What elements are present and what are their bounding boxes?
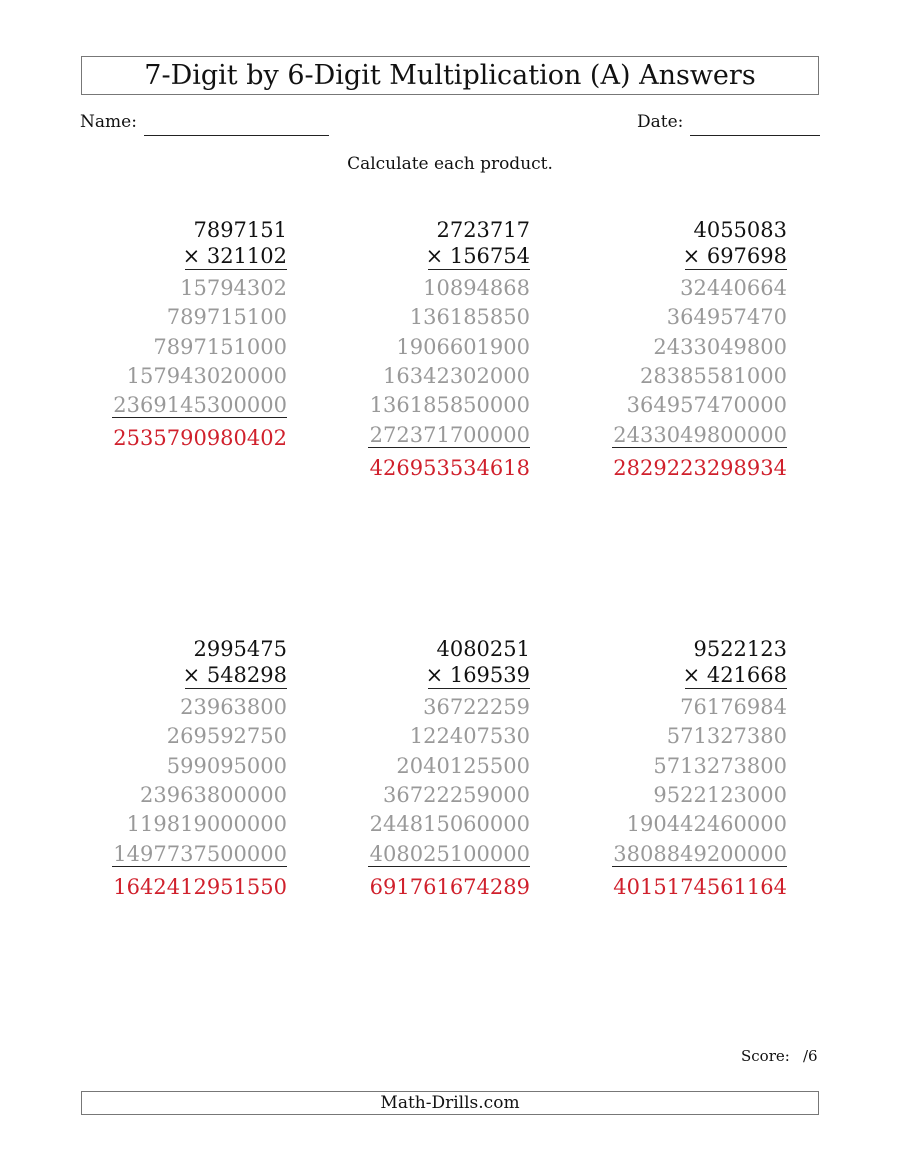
multiplicand: 7897151 — [193, 218, 287, 242]
final-answer: 1642412951550 — [113, 874, 287, 899]
instructions: Calculate each product. — [347, 154, 553, 174]
multiplier: × 169539 — [425, 663, 530, 687]
final-answer: 2535790980402 — [113, 426, 287, 451]
partial-product: 272371700000 — [369, 422, 530, 447]
partial-product: 3808849200000 — [613, 841, 787, 866]
problem-2 — [270, 218, 530, 518]
sum-rule — [612, 447, 787, 448]
partial-product: 269592750 — [166, 724, 287, 749]
partial-product: 122407530 — [409, 724, 530, 749]
sum-rule — [612, 866, 787, 867]
partial-product: 2433049800000 — [613, 422, 787, 447]
name-line — [144, 135, 329, 136]
partial-product: 15794302 — [180, 276, 287, 300]
sum-rule — [112, 417, 287, 418]
partial-product: 119819000000 — [126, 812, 287, 837]
multiplicand: 4055083 — [693, 218, 787, 242]
partial-product: 32440664 — [680, 276, 787, 300]
score-label: Score: — [741, 1047, 790, 1065]
partial-product: 76176984 — [680, 695, 787, 719]
partial-product: 571327380 — [666, 724, 787, 749]
partial-product: 408025100000 — [369, 841, 530, 866]
partial-product: 36722259 — [423, 695, 530, 719]
multiplicand: 2723717 — [436, 218, 530, 242]
partial-product: 36722259000 — [383, 782, 530, 807]
partial-product: 157943020000 — [126, 363, 287, 388]
multiplier: × 321102 — [182, 244, 287, 268]
partial-product: 244815060000 — [369, 812, 530, 837]
problem-4 — [27, 637, 287, 937]
partial-product: 5713273800 — [653, 753, 787, 778]
partial-product: 16342302000 — [383, 363, 530, 388]
problem-5 — [270, 637, 530, 937]
multiplication-rule — [428, 688, 530, 689]
partial-product: 190442460000 — [626, 812, 787, 837]
partial-product: 2040125500 — [396, 753, 530, 778]
partial-product: 1906601900 — [396, 334, 530, 359]
partial-product: 364957470 — [666, 305, 787, 330]
multiplier: × 697698 — [682, 244, 787, 268]
score-total: /6 — [803, 1047, 818, 1065]
final-answer: 2829223298934 — [613, 455, 787, 480]
problem-6 — [527, 637, 787, 937]
multiplicand: 2995475 — [193, 637, 287, 661]
date-line — [690, 135, 820, 136]
final-answer: 4015174561164 — [613, 874, 787, 899]
final-answer: 691761674289 — [369, 874, 530, 899]
partial-product: 789715100 — [166, 305, 287, 330]
name-label: Name: — [80, 112, 137, 132]
date-label: Date: — [637, 112, 684, 132]
partial-product: 2369145300000 — [113, 393, 287, 418]
partial-product: 23963800000 — [140, 782, 287, 807]
partial-product: 599095000 — [166, 753, 287, 778]
multiplication-rule — [685, 269, 787, 270]
partial-product: 364957470000 — [626, 393, 787, 418]
problem-3 — [527, 218, 787, 518]
multiplication-rule — [685, 688, 787, 689]
partial-product: 7897151000 — [153, 334, 287, 359]
partial-product: 9522123000 — [653, 782, 787, 807]
final-answer: 426953534618 — [369, 455, 530, 480]
sum-rule — [368, 447, 530, 448]
partial-product: 23963800 — [180, 695, 287, 719]
partial-product: 28385581000 — [640, 363, 787, 388]
multiplier: × 156754 — [425, 244, 530, 268]
multiplier: × 548298 — [182, 663, 287, 687]
problem-1 — [27, 218, 287, 518]
sum-rule — [368, 866, 530, 867]
multiplier: × 421668 — [682, 663, 787, 687]
multiplication-rule — [428, 269, 530, 270]
partial-product: 136185850 — [409, 305, 530, 330]
partial-product: 1497737500000 — [113, 841, 287, 866]
multiplicand: 4080251 — [436, 637, 530, 661]
partial-product: 2433049800 — [653, 334, 787, 359]
footer-brand: Math-Drills.com — [81, 1091, 819, 1115]
partial-product: 10894868 — [423, 276, 530, 300]
partial-product: 136185850000 — [369, 393, 530, 418]
multiplicand: 9522123 — [693, 637, 787, 661]
worksheet-title: 7-Digit by 6-Digit Multiplication (A) Answers — [81, 56, 819, 95]
sum-rule — [112, 866, 287, 867]
